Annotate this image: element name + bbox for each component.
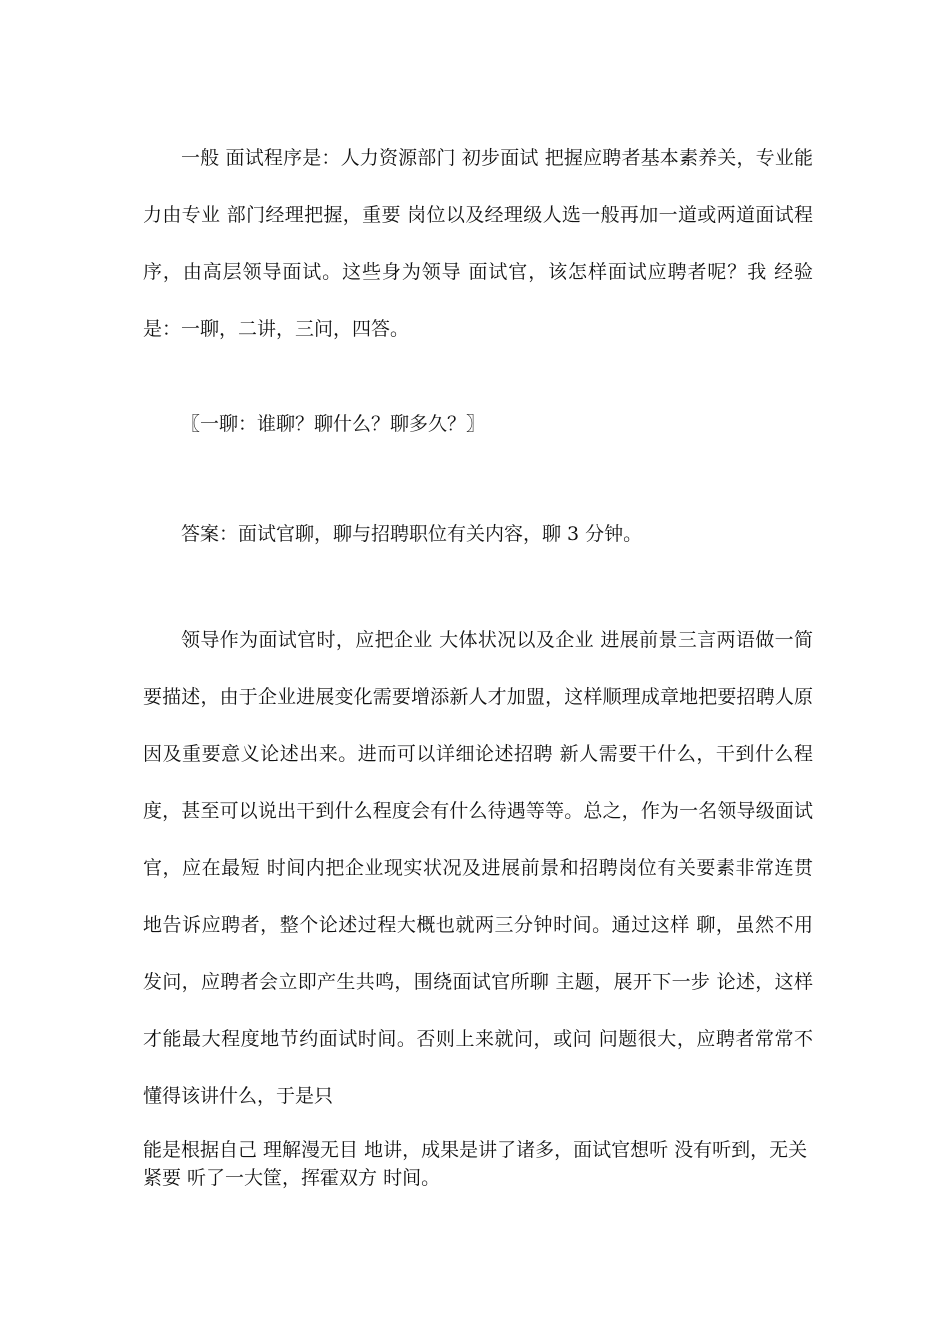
body-paragraph: 领导作为面试官时，应把企业 大体状况以及企业 进展前景三言两语做一简要描述，由于企业进展变化需要增添新人才加盟，这样顺理成章地把要招聘人原因及重要意义论述出来。进而可以详细论述招聘 新人需要干什么，干到什么程度，甚至可以说出干到什么程度会有什么待遇等等。总之，作为一名领导级面试官，应在最短 时间内把企业现实状况及进展前景和招聘岗位有关要素非常连贯地告诉应聘者，整个论述过程大概也就两三分钟时间。通过这样 聊，虽然不用发问，应聘者会立即产生共鸣，围绕面试官所聊 主题，展开下一步 论述，这样才能最大程度地节约面试时间。否则上来就问，或问 问题很大，应聘者常常不懂得该讲什么，于是只 xyxy=(143,629,813,1107)
intro-paragraph: 一般 面试程序是：人力资源部门 初步面试 把握应聘者基本素养关，专业能力由专业 部门经理把握，重要 岗位以及经理级人选一般再加一道或两道面试程序，由高层领导面试。这些身为领导 面试官，该怎样面试应聘者呢？我 经验是：一聊，二讲，三问，四答。 xyxy=(143,147,813,340)
section-heading: 〖一聊：谁聊？聊什么？聊多久？〗 xyxy=(181,413,486,435)
answer-paragraph: 答案：面试官聊，聊与招聘职位有关内容，聊 3 分钟。 xyxy=(181,523,643,545)
continuation-paragraph: 能是根据自己 理解漫无目 地讲，成果是讲了诸多，面试官想听 没有听到，无关紧要 听了一大筐，挥霍双方 时间。 xyxy=(143,1139,808,1189)
